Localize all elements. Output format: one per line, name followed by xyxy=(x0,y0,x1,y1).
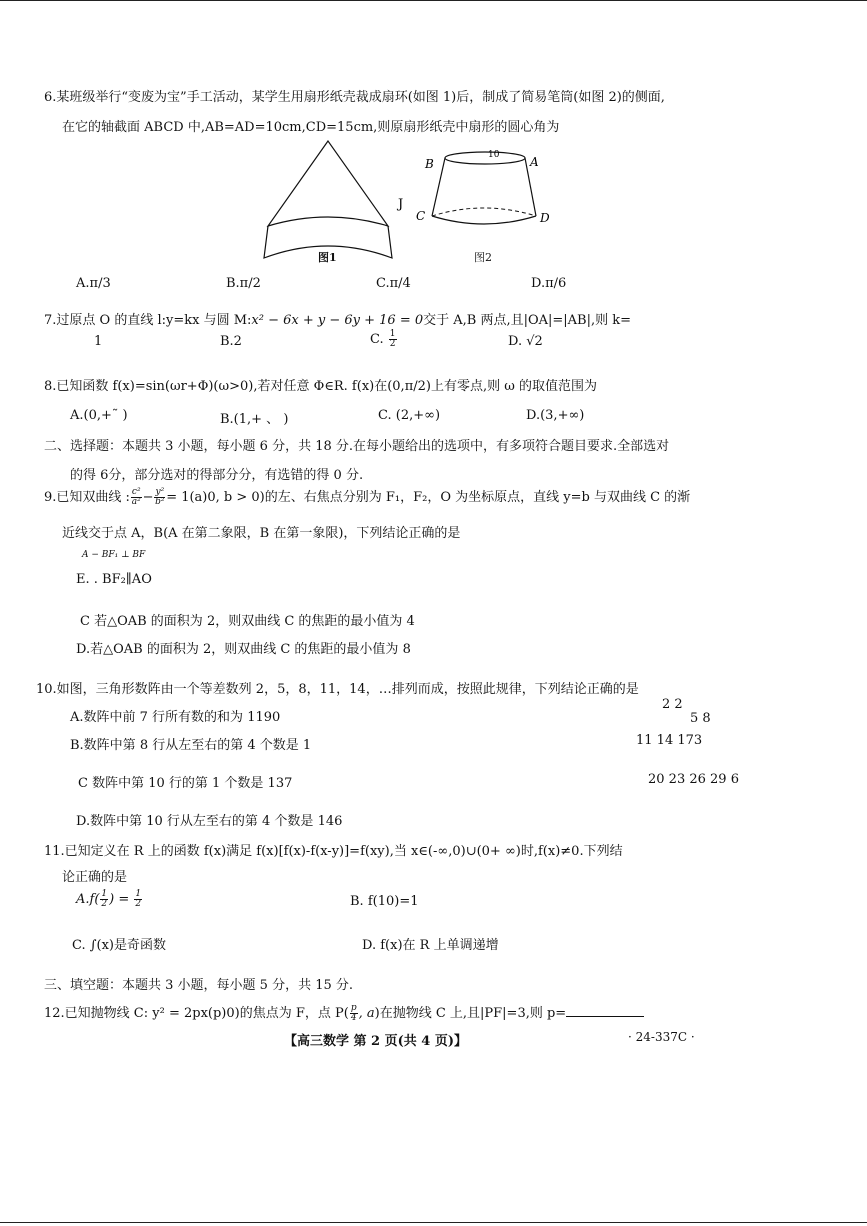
q7-text-a: 7.过原点 O 的直线 l:y=kx 与圆 M: xyxy=(44,313,252,328)
q9-line1 xyxy=(44,486,690,507)
q11-option-d: D. f(x)在 R 上单调递增 xyxy=(362,938,499,953)
q12-point-den: 4 xyxy=(350,1013,357,1023)
q9-frac1-num: c² xyxy=(131,487,141,497)
q6-option-d: D.π/6 xyxy=(531,276,567,291)
q6-option-c: C.π/4 xyxy=(376,276,411,291)
q7-option-d: D. √2 xyxy=(508,334,543,349)
q6-figure2-cylinder xyxy=(412,146,562,236)
q10-triangle-row3: 11 14 173 xyxy=(636,733,703,748)
q10-line1: 10.如图，三角形数阵由一个等差数列 2，5，8，11，14，…排列而成，按照此规律，下列结论正确的是 xyxy=(36,682,639,697)
q9-line2: 近线交于点 A，B(A 在第二象限，B 在第一象限)，下列结论正确的是 xyxy=(62,526,461,541)
q6-option-a: A.π/3 xyxy=(76,276,111,291)
section2-line2: 的得 6分，部分选对的得部分分，有选错的得 0 分. xyxy=(70,468,364,483)
q9-text-a: 9.已知双曲线 : xyxy=(44,490,130,505)
q9-option-e: E. . BF₂∥AO xyxy=(76,572,152,587)
q7-option-c-num: 1 xyxy=(389,329,396,339)
q6-fig2-label-b: B xyxy=(425,157,434,171)
q8-option-b: B.(1,+ 、 ) xyxy=(220,412,289,427)
q8-line1: 8.已知函数 f(x)=sin(ωr+Φ)(ω>0),若对任意 Φ∈R. f(x)在(0,π/2)上有零点,则 ω 的取值范围为 xyxy=(44,379,597,394)
q8-option-c: C. (2,+∞) xyxy=(378,408,441,423)
q6-fig2-label-d: D xyxy=(540,211,550,225)
q9-small-note: A − BF₁ ⊥ BF xyxy=(82,550,146,560)
q9-text-b: = 1(a)0, b > 0)的左、右焦点分别为 F₁，F₂，O 为坐标原点，直线 y=b 与双曲线 C 的渐 xyxy=(166,490,691,505)
q9-frac2-num: y² xyxy=(155,487,165,497)
q9-option-d: D.若△OAB 的面积为 2，则双曲线 C 的焦距的最小值为 8 xyxy=(76,642,411,657)
q6-option-b: B.π/2 xyxy=(226,276,261,291)
q12-point-num: p xyxy=(350,1003,357,1013)
top-border xyxy=(0,0,867,1)
q6-line1: 6.某班级举行“变废为宝”手工活动，某学生用扇形纸壳裁成扇环(如图 1)后，制成了简易笔筒(如图 2)的侧面, xyxy=(44,90,665,105)
q11-option-b: B. f(10)=1 xyxy=(350,894,419,909)
svg-text:J: J xyxy=(398,197,404,212)
q11-option-c: C. ∫(x)是奇函数 xyxy=(72,938,166,953)
q7-option-a: 1 xyxy=(94,334,103,349)
svg-text:10: 10 xyxy=(488,150,500,160)
q11-option-a-num: 1 xyxy=(101,889,108,899)
q6-figure1-caption: 图1 xyxy=(318,251,337,264)
q6-figure2-caption: 图2 xyxy=(474,251,492,264)
q11-line1: 11.已知定义在 R 上的函数 f(x)满足 f(x)[f(x)-f(x-y)]=f(xy),当 x∈(-∞,0)∪(0+ ∞)时,f(x)≠0.下列结 xyxy=(44,844,623,859)
q10-option-b: B.数阵中第 8 行从左至右的第 4 个数是 1 xyxy=(70,738,312,753)
q7-text-b: 交于 A,B 两点,且|OA|=|AB|,则 k= xyxy=(423,313,632,328)
q9-minus: − xyxy=(142,490,154,505)
q8-option-d: D.(3,+∞) xyxy=(526,408,585,423)
q10-triangle-row4: 20 23 26 29 6 xyxy=(648,772,739,787)
q12-text-a: 12.已知抛物线 C: y² = 2px(p)0)的焦点为 F，点 P xyxy=(44,1006,344,1021)
q10-option-c: C 数阵中第 10 行的第 1 个数是 137 xyxy=(78,776,293,791)
q7-option-c-den: 2 xyxy=(389,339,396,349)
q6-line2: 在它的轴截面 ABCD 中,AB=AD=10cm,CD=15cm,则原扇形纸壳中扇形的圆心角为 xyxy=(62,120,560,135)
q11-line2: 论正确的是 xyxy=(62,870,128,885)
q12-point-tail: , a xyxy=(358,1006,375,1021)
q6-fig2-label-c: C xyxy=(416,209,426,223)
q7-line1 xyxy=(44,309,631,328)
section2-line1: 二、选择题：本题共 3 小题，每小题 6 分，共 18 分.在每小题给出的选项中，有多项符合题目要求.全部选对 xyxy=(44,439,670,454)
bottom-border xyxy=(0,1222,867,1223)
footer-code: · 24-337C · xyxy=(628,1030,695,1044)
section3-line1: 三、填空题：本题共 3 小题，每小题 5 分，共 15 分. xyxy=(44,978,354,993)
q12-answer-blank[interactable] xyxy=(566,1004,644,1017)
q11-option-a: A.f( $\frac{1}{2}$ ) = $\frac{1}{2}$ xyxy=(76,889,142,909)
q7-option-c xyxy=(370,330,398,349)
q6-figure1-fan-ring xyxy=(262,138,412,266)
q9-option-c: C 若△OAB 的面积为 2，则双曲线 C 的焦距的最小值为 4 xyxy=(80,614,415,629)
q11-option-a-den: 2 xyxy=(101,899,108,909)
q7-option-b: B.2 xyxy=(220,334,242,349)
q11-option-a-prefix: A.f xyxy=(76,892,95,907)
q7-circle-equation: x² − 6x + y − 6y + 16 = 0 xyxy=(251,313,424,328)
q9-frac2-den: b² xyxy=(155,497,165,507)
q7-option-c-prefix: C. xyxy=(370,332,384,347)
footer-page-info: 【高三数学 第 2 页(共 4 页)】 xyxy=(284,1034,468,1049)
q11-option-a-eq: = xyxy=(118,892,130,907)
q9-frac1-den: a² xyxy=(131,497,141,507)
q6-fig2-label-a: A xyxy=(530,155,539,169)
q12-text-b: 在抛物线 C 上,且|PF|=3,则 p= xyxy=(379,1006,567,1021)
q10-option-a: A.数阵中前 7 行所有数的和为 1190 xyxy=(70,710,281,725)
q10-option-d: D.数阵中第 10 行从左至右的第 4 个数是 146 xyxy=(76,814,343,829)
q10-triangle-row2: 5 8 xyxy=(690,711,711,726)
q12-line1: 12.已知抛物线 C: y² = 2px(p)0)的焦点为 F，点 P( $\frac{p}{4}$ , a)在抛物线 C 上,且|PF|=3,则 p= xyxy=(44,1002,644,1023)
q10-triangle-row1: 2 2 xyxy=(662,697,683,712)
q8-option-a: A.(0,+˜ ) xyxy=(70,408,128,423)
